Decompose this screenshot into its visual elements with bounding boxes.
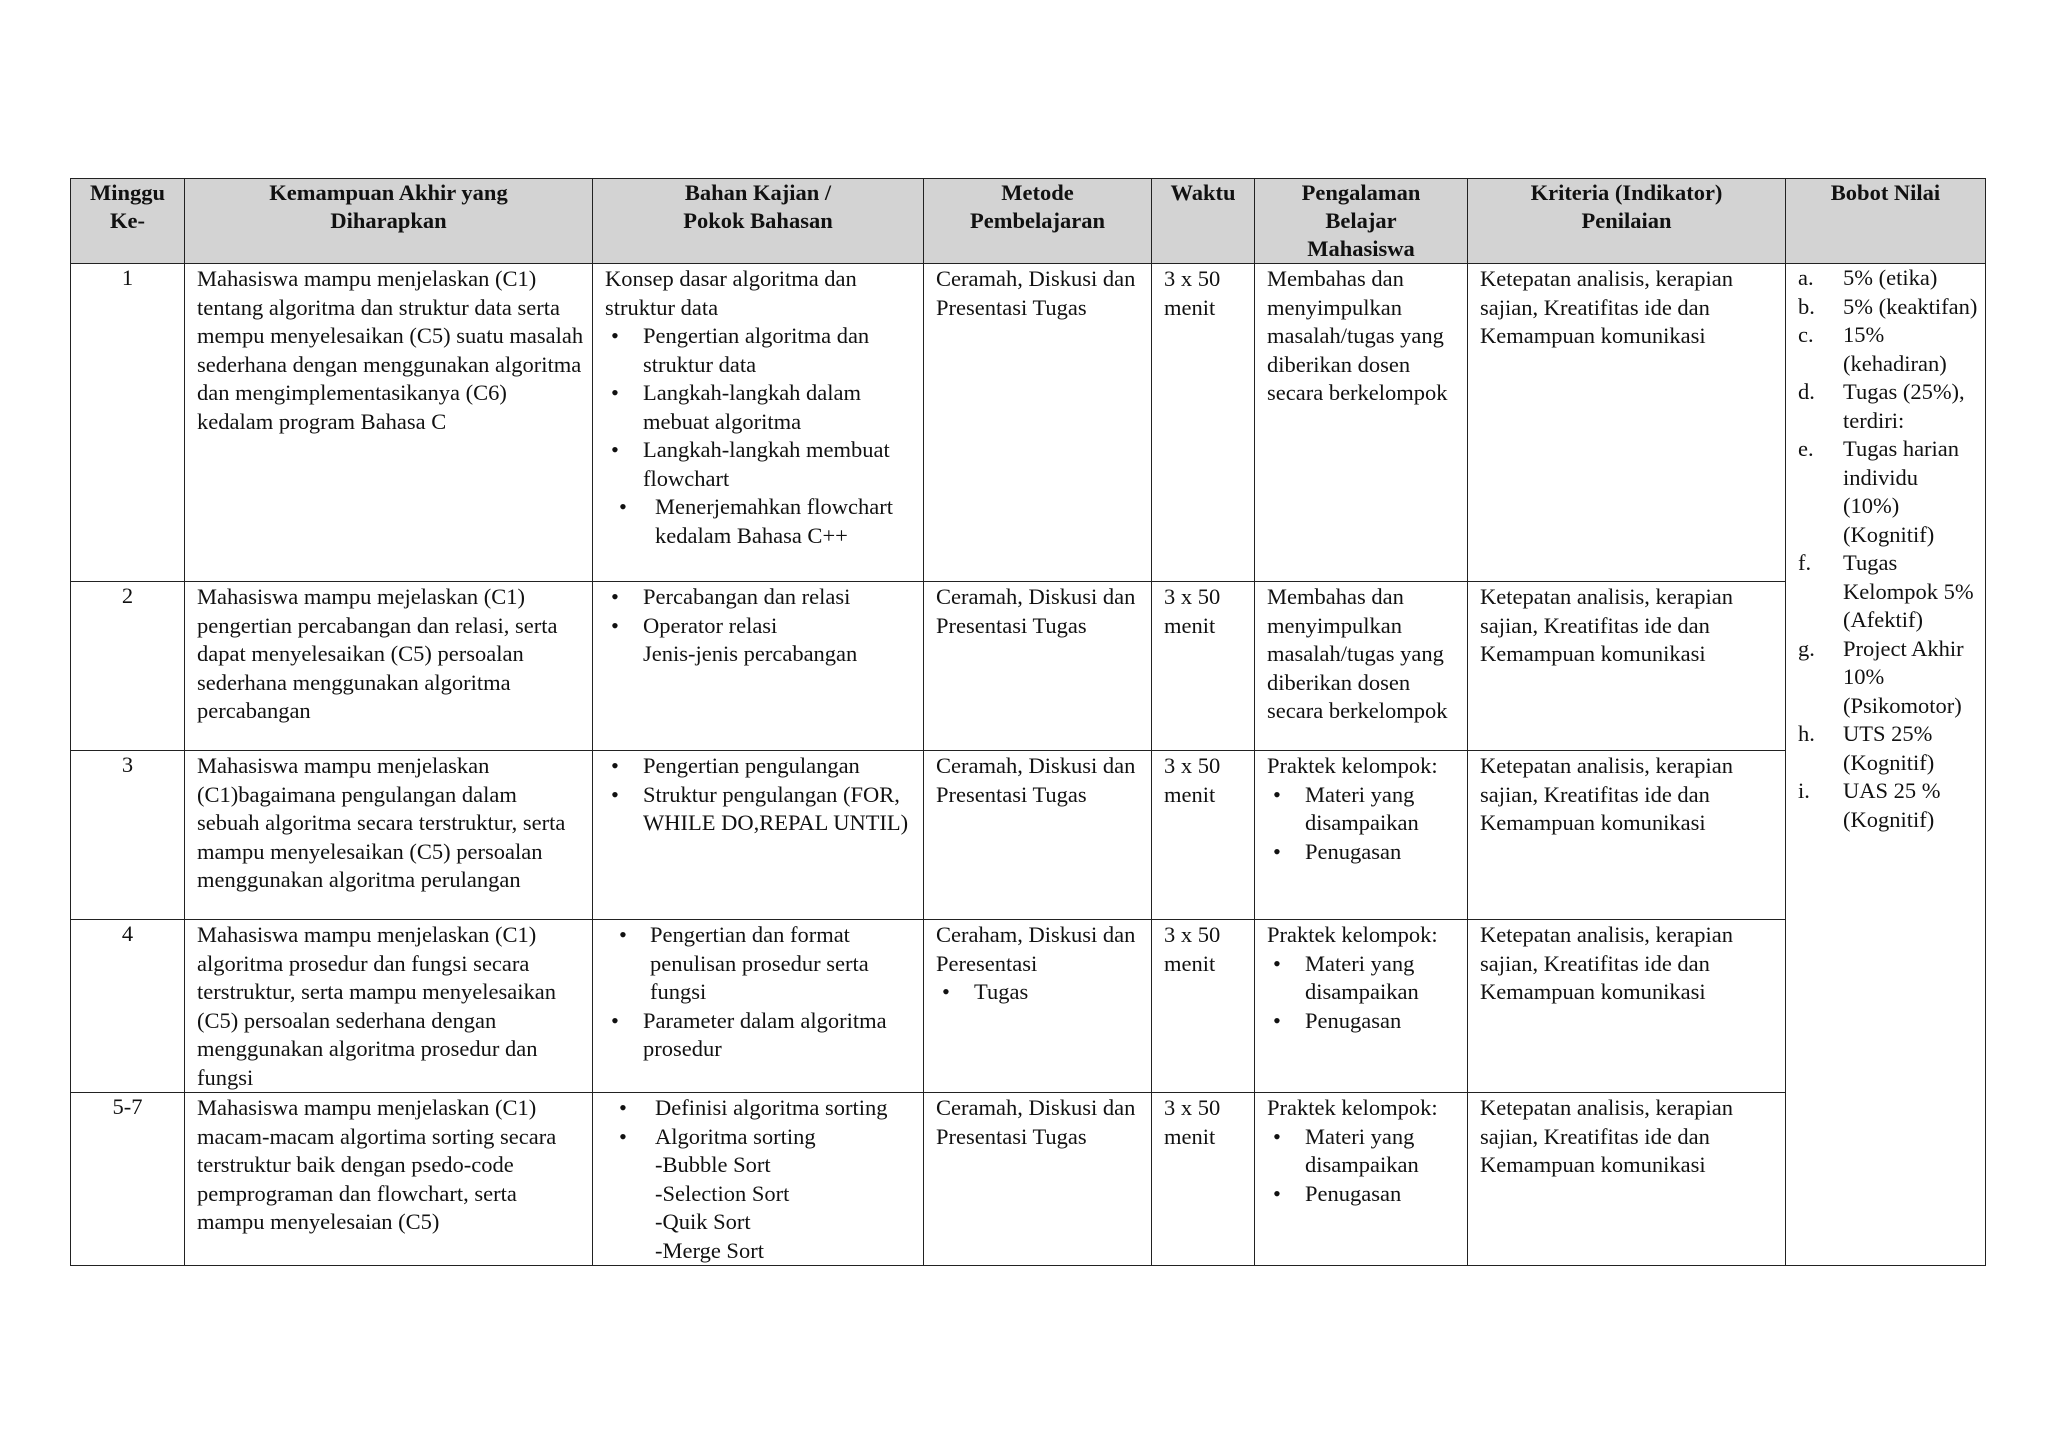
list-item-text: Penugasan — [1305, 1007, 1402, 1033]
list-item-text: Pengertian algoritma dan struktur data — [643, 323, 870, 377]
pengalaman-list — [1267, 781, 1459, 867]
bullet-icon: • — [611, 612, 619, 638]
bahan-intro: Konsep dasar algoritma dan struktur data — [605, 266, 857, 320]
bullet-icon: • — [619, 922, 627, 947]
bullet-icon: • — [1273, 838, 1281, 864]
list-item — [1267, 838, 1459, 867]
list-item — [605, 752, 915, 781]
sub-item: -Quik Sort — [655, 1209, 751, 1234]
bobot-text: 5% (keaktifan) — [1843, 293, 1978, 319]
list-item-extra: Jenis-jenis percabangan — [643, 641, 858, 666]
pengalaman-text: Membahas dan menyimpulkan masalah/tugas yang diberikan dosen secara berkelompok — [1267, 266, 1448, 405]
kemampuan-text: Mahasiswa mampu menjelaskan (C1) algoritma prosedur dan fungsi secara terstruktur, serta mampu menyelesaikan (C5) persoalan sederhana dengan menggunakan algoritma prosedur dan fungsi — [197, 922, 556, 1090]
minggu-cell — [71, 582, 185, 751]
bobot-marker: f. — [1798, 550, 1812, 575]
list-item — [605, 493, 915, 550]
kriteria-text: Ketepatan analisis, kerapian sajian, Kreatifitas ide dan Kemampuan komunikasi — [1480, 753, 1734, 835]
list-item-text: Pengertian dan format penulisan prosedur serta fungsi — [650, 922, 869, 1004]
bahan-list — [605, 322, 915, 550]
kriteria-cell — [1468, 1093, 1786, 1266]
bullet-icon: • — [1273, 1180, 1281, 1206]
table-row — [71, 582, 1986, 751]
header-row — [71, 179, 1986, 264]
bobot-text: Tugas (25%), terdiri: — [1843, 379, 1965, 433]
kemampuan-text: Mahasiswa mampu mejelaskan (C1) pengertian percabangan dan relasi, serta dapat menyelesaikan (C5) persoalan sederhana menggunakan algoritma percabangan — [197, 584, 558, 723]
metode-text: Ceramah, Diskusi dan Presentasi Tugas — [936, 753, 1136, 807]
bahan-list — [605, 583, 915, 669]
list-item-text: Pengertian pengulangan — [643, 753, 860, 778]
week-number: 2 — [121, 583, 134, 608]
list-item — [605, 612, 915, 669]
header-kriteria: Kriteria (Indikator) Penilaian — [1468, 179, 1786, 264]
header-bahan: Bahan Kajian / Pokok Bahasan — [593, 179, 924, 264]
waktu-cell — [1152, 751, 1255, 920]
pengalaman-cell — [1255, 751, 1468, 920]
bobot-marker: a. — [1798, 265, 1814, 290]
metode-intro: Ceraham, Diskusi dan Peresentasi — [936, 922, 1136, 976]
list-item-text: Operator relasi — [643, 612, 778, 638]
table-row — [71, 264, 1986, 582]
list-item — [605, 921, 915, 1007]
sub-item: -Bubble Sort — [655, 1152, 771, 1177]
bahan-cell — [593, 1093, 924, 1266]
table-row — [71, 920, 1986, 1093]
list-item-text: Penugasan — [1305, 838, 1402, 864]
minggu-cell — [71, 1093, 185, 1266]
bobot-item — [1798, 549, 1979, 635]
metode-cell — [924, 582, 1152, 751]
list-item-text: Langkah-langkah membuat flowchart — [643, 437, 890, 491]
metode-cell — [924, 751, 1152, 920]
bullet-icon: • — [942, 979, 950, 1004]
bobot-item — [1798, 293, 1979, 322]
bullet-icon: • — [1273, 781, 1281, 807]
bobot-text: 15% (kehadiran) — [1843, 322, 1947, 376]
bobot-text: Tugas Kelompok 5% (Afektif) — [1843, 550, 1974, 632]
bobot-item — [1798, 321, 1979, 378]
kriteria-cell — [1468, 582, 1786, 751]
bobot-text: UAS 25 % (Kognitif) — [1843, 778, 1941, 832]
metode-text: Ceramah, Diskusi dan Presentasi Tugas — [936, 584, 1136, 638]
list-item — [1267, 1123, 1459, 1180]
bobot-marker: b. — [1798, 293, 1815, 319]
header-kemampuan: Kemampuan Akhir yang Diharapkan — [185, 179, 593, 264]
pengalaman-cell — [1255, 582, 1468, 751]
kemampuan-cell — [185, 751, 593, 920]
bahan-cell — [593, 264, 924, 582]
kemampuan-cell — [185, 264, 593, 582]
kriteria-cell — [1468, 920, 1786, 1093]
list-item — [605, 1123, 915, 1266]
list-item-text: Definisi algoritma sorting — [655, 1095, 888, 1120]
waktu-cell — [1152, 920, 1255, 1093]
week-number: 5-7 — [112, 1094, 143, 1119]
sub-item: -Merge Sort — [655, 1237, 764, 1263]
waktu-text: 3 x 50 menit — [1164, 266, 1221, 320]
metode-cell — [924, 1093, 1152, 1266]
bobot-marker: c. — [1798, 322, 1814, 347]
metode-cell — [924, 264, 1152, 582]
bullet-icon: • — [611, 781, 619, 807]
list-item — [1267, 950, 1459, 1007]
rps-table — [70, 178, 1986, 1266]
list-item — [605, 1094, 915, 1123]
list-item-text: Langkah-langkah dalam mebuat algoritma — [643, 380, 862, 434]
kriteria-text: Ketepatan analisis, kerapian sajian, Kreatifitas ide dan Kemampuan komunikasi — [1480, 584, 1734, 666]
bobot-item — [1798, 720, 1979, 777]
bullet-icon: • — [1273, 1123, 1281, 1149]
bobot-marker: d. — [1798, 379, 1815, 404]
bullet-icon: • — [611, 323, 619, 348]
list-item — [605, 1007, 915, 1064]
kemampuan-cell — [185, 920, 593, 1093]
header-waktu: Waktu — [1152, 179, 1255, 264]
bobot-marker: e. — [1798, 436, 1814, 461]
list-item — [1267, 781, 1459, 838]
bobot-text: UTS 25% (Kognitif) — [1843, 721, 1935, 775]
list-item-text: Percabangan dan relasi — [643, 584, 851, 609]
bullet-icon: • — [619, 1095, 627, 1120]
list-item — [605, 379, 915, 436]
list-item-text: Tugas — [974, 979, 1029, 1004]
pengalaman-intro: Praktek kelompok: — [1267, 753, 1438, 778]
waktu-text: 3 x 50 menit — [1164, 1095, 1221, 1149]
bullet-icon: • — [619, 1123, 627, 1149]
list-item — [605, 781, 915, 838]
waktu-cell — [1152, 582, 1255, 751]
bobot-text: Tugas harian individu (10%) (Kognitif) — [1843, 436, 1960, 547]
bullet-icon: • — [1273, 1007, 1281, 1033]
bobot-marker: h. — [1798, 721, 1815, 746]
bullet-icon: • — [611, 437, 619, 462]
bobot-cell — [1786, 264, 1986, 1266]
list-item-text: Materi yang disampaikan — [1305, 1123, 1419, 1177]
pengalaman-intro: Praktek kelompok: — [1267, 1095, 1438, 1120]
kemampuan-cell — [185, 1093, 593, 1266]
bullet-icon: • — [611, 380, 619, 405]
minggu-cell — [71, 751, 185, 920]
bahan-cell — [593, 582, 924, 751]
header-metode: Metode Pembelajaran — [924, 179, 1152, 264]
bullet-icon: • — [611, 584, 619, 609]
list-item-text: Materi yang disampaikan — [1305, 781, 1419, 835]
kemampuan-text: Mahasiswa mampu menjelaskan (C1)bagaimana pengulangan dalam sebuah algoritma secara terstruktur, serta mampu menyelesaikan (C5) persoalan menggunakan algoritma perulangan — [197, 753, 566, 892]
kemampuan-text: Mahasiswa mampu menjelaskan (C1) macam-macam algortima sorting secara terstruktur baik dengan psedo-code pemprograman dan flowchart, serta mampu menyelesaian (C5) — [197, 1095, 557, 1234]
list-item — [605, 436, 915, 493]
week-number: 4 — [121, 921, 134, 946]
metode-text: Ceramah, Diskusi dan Presentasi Tugas — [936, 1095, 1136, 1149]
bahan-cell — [593, 920, 924, 1093]
sub-item: -Selection Sort — [655, 1180, 790, 1206]
minggu-cell — [71, 264, 185, 582]
table-row — [71, 751, 1986, 920]
waktu-cell — [1152, 264, 1255, 582]
pengalaman-intro: Praktek kelompok: — [1267, 922, 1438, 947]
bobot-marker: i. — [1798, 778, 1810, 803]
metode-list — [936, 978, 1143, 1007]
kriteria-text: Ketepatan analisis, kerapian sajian, Kreatifitas ide dan Kemampuan komunikasi — [1480, 922, 1734, 1004]
bobot-list — [1798, 264, 1979, 834]
bahan-list — [605, 921, 915, 1064]
pengalaman-cell — [1255, 920, 1468, 1093]
bahan-list — [605, 752, 915, 838]
metode-text: Ceramah, Diskusi dan Presentasi Tugas — [936, 266, 1136, 320]
pengalaman-cell — [1255, 264, 1468, 582]
list-item — [605, 322, 915, 379]
list-item-text: Algoritma sorting — [655, 1123, 816, 1149]
list-item-text: Parameter dalam algoritma prosedur — [643, 1007, 887, 1061]
kriteria-text: Ketepatan analisis, kerapian sajian, Kreatifitas ide dan Kemampuan komunikasi — [1480, 266, 1734, 348]
week-number: 3 — [121, 752, 134, 777]
pengalaman-cell — [1255, 1093, 1468, 1266]
header-bobot: Bobot Nilai — [1786, 179, 1986, 264]
bobot-text: 5% (etika) — [1843, 265, 1938, 290]
waktu-text: 3 x 50 menit — [1164, 922, 1221, 976]
bobot-marker: g. — [1798, 635, 1815, 661]
waktu-text: 3 x 50 menit — [1164, 753, 1221, 807]
list-item — [1267, 1007, 1459, 1036]
header-minggu: Minggu Ke- — [71, 179, 185, 264]
list-item-text: Struktur pengulangan (FOR, WHILE DO,REPAL UNTIL) — [643, 781, 909, 835]
kriteria-text: Ketepatan analisis, kerapian sajian, Kreatifitas ide dan Kemampuan komunikasi — [1480, 1095, 1734, 1177]
metode-cell — [924, 920, 1152, 1093]
list-item — [1267, 1180, 1459, 1209]
bobot-text: Project Akhir 10% (Psikomotor) — [1843, 635, 1964, 718]
kriteria-cell — [1468, 751, 1786, 920]
kemampuan-cell — [185, 582, 593, 751]
bullet-icon: • — [1273, 950, 1281, 976]
pengalaman-text: Membahas dan menyimpulkan masalah/tugas yang diberikan dosen secara berkelompok — [1267, 584, 1448, 723]
bullet-icon: • — [619, 494, 627, 519]
bobot-item — [1798, 777, 1979, 834]
list-item-text: Penugasan — [1305, 1180, 1402, 1206]
waktu-cell — [1152, 1093, 1255, 1266]
kemampuan-text: Mahasiswa mampu menjelaskan (C1) tentang algoritma dan struktur data serta mempu menyelesaikan (C5) suatu masalah sederhana dengan menggunakan algoritma dan mengimplementasikanya (C6) kedalam program Bahasa C — [197, 266, 584, 434]
pengalaman-list — [1267, 950, 1459, 1036]
bahan-cell — [593, 751, 924, 920]
bullet-icon: • — [611, 1007, 619, 1033]
header-pengalaman: Pengalaman Belajar Mahasiswa — [1255, 179, 1468, 264]
kriteria-cell — [1468, 264, 1786, 582]
table-row — [71, 1093, 1986, 1266]
bobot-item — [1798, 435, 1979, 549]
bobot-item — [1798, 635, 1979, 721]
bobot-item — [1798, 264, 1979, 293]
list-item — [605, 583, 915, 612]
week-number: 1 — [121, 265, 134, 290]
pengalaman-list — [1267, 1123, 1459, 1209]
minggu-cell — [71, 920, 185, 1093]
bullet-icon: • — [611, 753, 619, 778]
list-item-text: Menerjemahkan flowchart kedalam Bahasa C++ — [655, 494, 894, 548]
list-item — [936, 978, 1143, 1007]
bobot-item — [1798, 378, 1979, 435]
bahan-list — [605, 1094, 915, 1265]
list-item-text: Materi yang disampaikan — [1305, 950, 1419, 1004]
waktu-text: 3 x 50 menit — [1164, 584, 1221, 638]
